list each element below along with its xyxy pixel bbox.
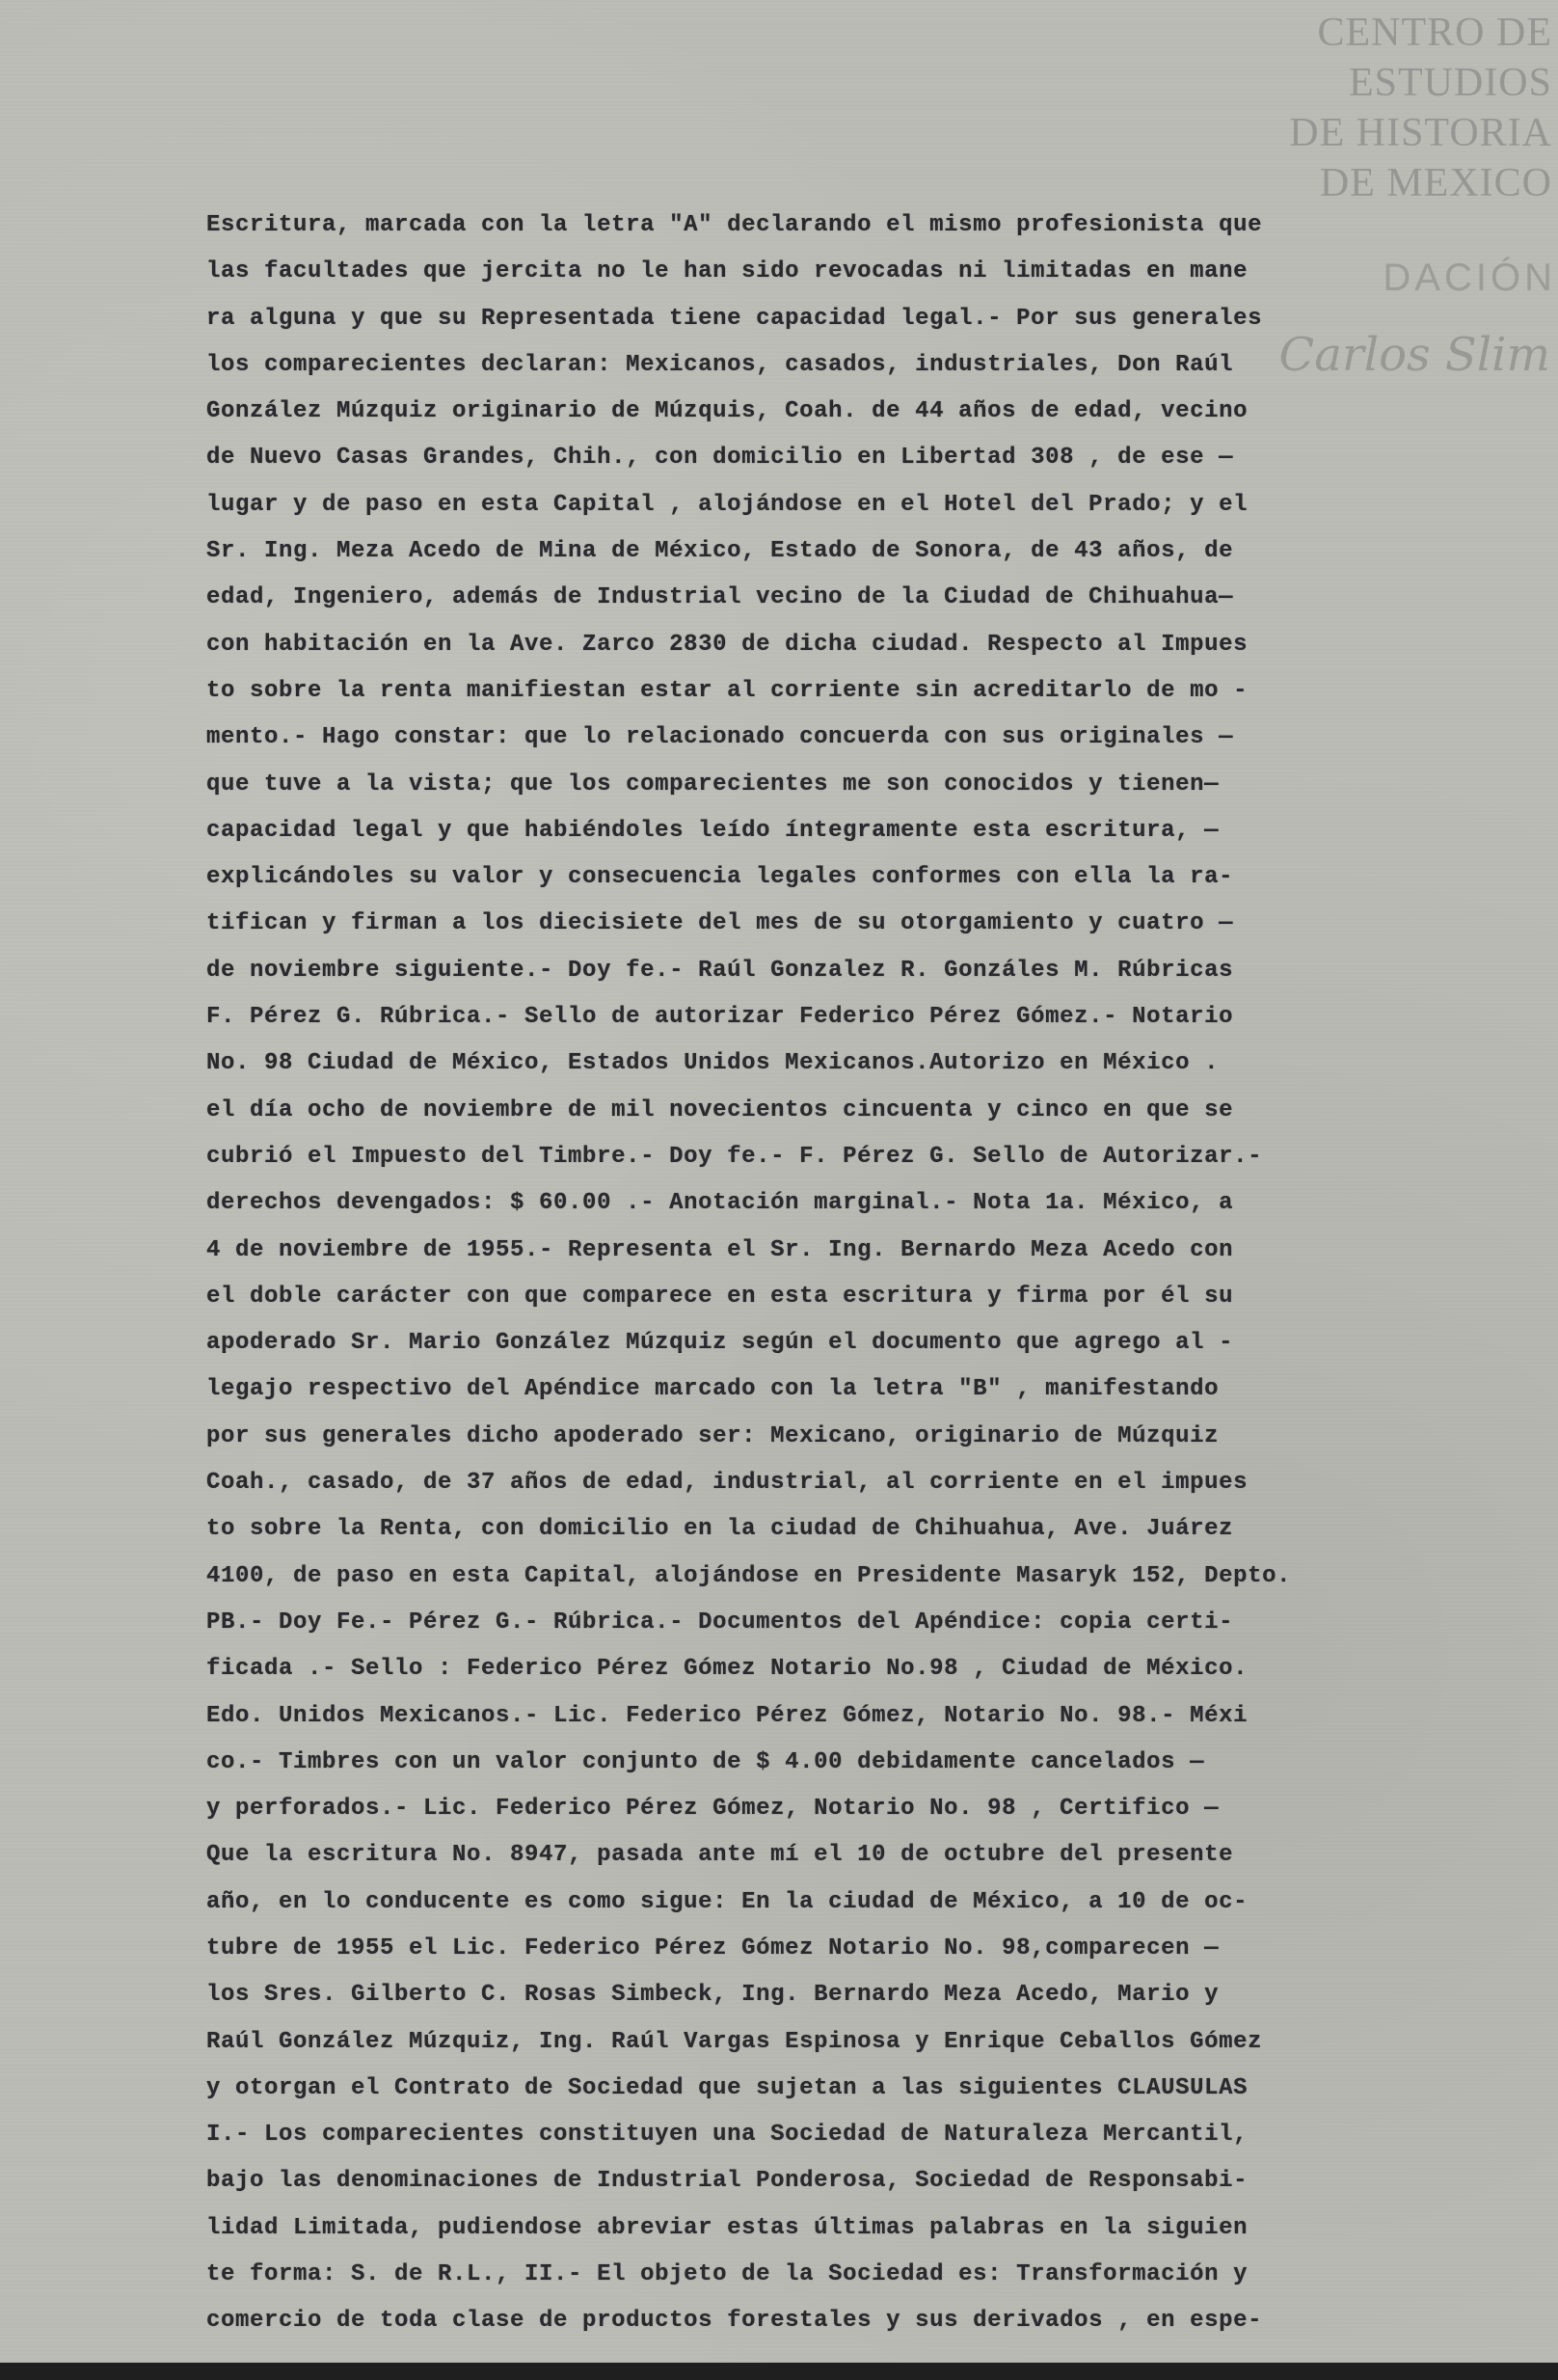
text-line: legajo respectivo del Apéndice marcado con la letra "B" , manifestando	[206, 1376, 1220, 1403]
typed-text-body	[206, 203, 1411, 2345]
text-line: Escritura, marcada con la letra "A" declarando el mismo profesionista que	[206, 212, 1263, 238]
text-line: 4100, de paso en esta Capital, alojándose en Presidente Masaryk 152, Depto.	[206, 1562, 1292, 1589]
text-line: co.- Timbres con un valor conjunto de $ 4.00 debidamente cancelados —	[206, 1748, 1205, 1775]
text-line: las facultades que jercita no le han sido revocadas ni limitadas en mane	[206, 258, 1249, 285]
archive-watermark	[1263, 8, 1552, 208]
text-line: te forma: S. de R.L., II.- El objeto de la Sociedad es: Transformación y	[206, 2261, 1249, 2288]
text-line: el día ocho de noviembre de mil novecientos cincuenta y cinco en que se	[206, 1096, 1234, 1123]
text-line: Edo. Unidos Mexicanos.- Lic. Federico Pérez Gómez, Notario No. 98.- Méxi	[206, 1702, 1249, 1729]
watermark-signature: Carlos Slim	[1278, 328, 1550, 382]
text-line: edad, Ingeniero, además de Industrial vecino de la Ciudad de Chihuahua—	[206, 584, 1234, 611]
text-line: con habitación en la Ave. Zarco 2830 de dicha ciudad. Respecto al Impues	[206, 631, 1249, 658]
text-line: año, en lo conducente es como sigue: En la ciudad de México, a 10 de oc-	[206, 1888, 1249, 1915]
watermark-line: CENTRO DE	[1317, 11, 1552, 55]
text-line: lidad Limitada, pudiendose abreviar estas últimas palabras en la siguien	[206, 2214, 1249, 2241]
text-line: to sobre la Renta, con domicilio en la ciudad de Chihuahua, Ave. Juárez	[206, 1516, 1234, 1543]
text-line: ficada .- Sello : Federico Pérez Gómez Notario No.98 , Ciudad de México.	[206, 1656, 1249, 1683]
text-line: capacidad legal y que habiéndoles leído íntegramente esta escritura, —	[206, 817, 1220, 844]
text-line: por sus generales dicho apoderado ser: Mexicano, originario de Múzquiz	[206, 1422, 1220, 1449]
text-line: Sr. Ing. Meza Acedo de Mina de México, Estado de Sonora, de 43 años, de	[206, 538, 1234, 565]
text-line: y perforados.- Lic. Federico Pérez Gómez, Notario No. 98 , Certifico —	[206, 1796, 1220, 1823]
text-line: los comparecientes declaran: Mexicanos, casados, industriales, Don Raúl	[206, 351, 1234, 378]
text-line: los Sres. Gilberto C. Rosas Simbeck, Ing. Bernardo Meza Acedo, Mario y	[206, 1982, 1220, 2009]
text-line: explicándoles su valor y consecuencia legales conformes con ella la ra-	[206, 864, 1234, 891]
text-line: que tuve a la vista; que los comparecientes me son conocidos y tienen—	[206, 771, 1220, 798]
text-line: apoderado Sr. Mario González Múzquiz según el documento que agrego al -	[206, 1330, 1234, 1357]
scan-bottom-edge	[0, 2363, 1558, 2380]
text-line: 4 de noviembre de 1955.- Representa el Sr. Ing. Bernardo Meza Acedo con	[206, 1236, 1234, 1263]
text-line: bajo las denominaciones de Industrial Ponderosa, Sociedad de Responsabi-	[206, 2168, 1249, 2195]
text-line: Que la escritura No. 8947, pasada ante mí el 10 de octubre del presente	[206, 1842, 1234, 1869]
text-line: tubre de 1955 el Lic. Federico Pérez Gómez Notario No. 98,comparecen —	[206, 1934, 1220, 1961]
text-line: cubrió el Impuesto del Timbre.- Doy fe.- F. Pérez G. Sello de Autorizar.-	[206, 1143, 1263, 1170]
text-line: derechos devengados: $ 60.00 .- Anotación marginal.- Nota 1a. México, a	[206, 1190, 1234, 1217]
text-line: González Múzquiz originario de Múzquis, Coah. de 44 años de edad, vecino	[206, 398, 1249, 425]
text-line: tifican y firman a los diecisiete del mes de su otorgamiento y cuatro —	[206, 910, 1234, 937]
watermark-line: DE MEXICO	[1319, 161, 1552, 205]
text-line: el doble carácter con que comparece en esta escritura y firma por él su	[206, 1283, 1234, 1310]
text-line: comercio de toda clase de productos forestales y sus derivados , en espe-	[206, 2308, 1263, 2335]
text-line: PB.- Doy Fe.- Pérez G.- Rúbrica.- Documentos del Apéndice: copia certi-	[206, 1609, 1234, 1636]
text-line: ra alguna y que su Representada tiene capacidad legal.- Por sus generales	[206, 305, 1263, 332]
text-line: F. Pérez G. Rúbrica.- Sello de autorizar Federico Pérez Gómez.- Notario	[206, 1004, 1234, 1031]
text-line: to sobre la renta manifiestan estar al corriente sin acreditarlo de mo -	[206, 677, 1249, 704]
text-line: lugar y de paso en esta Capital , alojándose en el Hotel del Prado; y el	[206, 491, 1249, 518]
watermark-foundation: DACIÓN	[1383, 257, 1556, 299]
text-line: y otorgan el Contrato de Sociedad que sujetan a las siguientes CLAUSULAS	[206, 2074, 1249, 2101]
text-line: Coah., casado, de 37 años de edad, industrial, al corriente en el impues	[206, 1470, 1249, 1497]
text-line: de Nuevo Casas Grandes, Chih., con domicilio en Libertad 308 , de ese —	[206, 445, 1234, 472]
text-line: I.- Los comparecientes constituyen una Sociedad de Naturaleza Mercantil,	[206, 2122, 1249, 2149]
text-line: Raúl González Múzquiz, Ing. Raúl Vargas Espinosa y Enrique Ceballos Gómez	[206, 2028, 1263, 2055]
watermark-line: ESTUDIOS	[1348, 61, 1552, 105]
text-line: de noviembre siguiente.- Doy fe.- Raúl Gonzalez R. Gonzáles M. Rúbricas	[206, 957, 1234, 984]
text-line: mento.- Hago constar: que lo relacionado concuerda con sus originales —	[206, 724, 1234, 751]
watermark-line: DE HISTORIA	[1289, 111, 1552, 155]
text-line: No. 98 Ciudad de México, Estados Unidos Mexicanos.Autorizo en México .	[206, 1050, 1220, 1077]
